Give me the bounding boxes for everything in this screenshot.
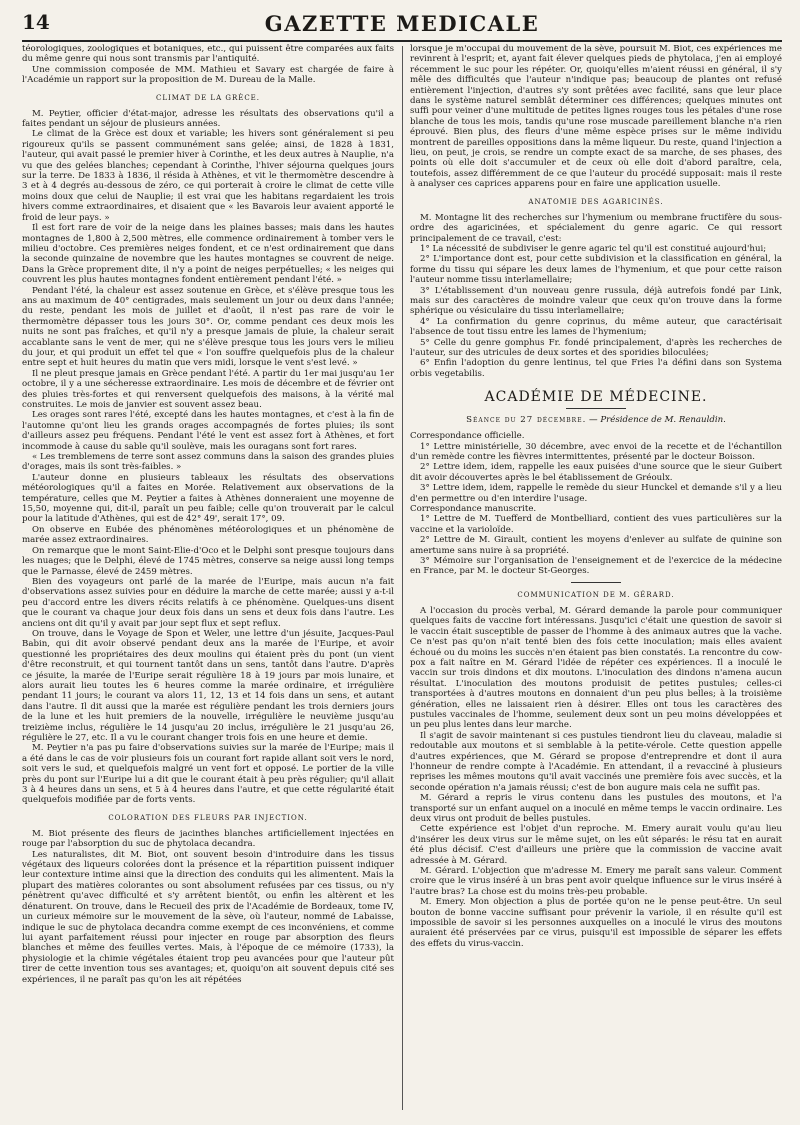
climat-paragraph: Bien des voyageurs ont parlé de la marée de l'Euripe, mais aucun n'a fait d'observations assez suivies pour en déduire la marche de cette marée; aussi y a-t-il peu d'accord entre les divers récits relatifs à ce phénomène. Quelques-uns disent que le courant va chaque jour deux fois dans un sens et deux fois dans l'autre. Les anciens ont dit qu'il y avait par jour sept flux et sept reflux. (22, 576, 394, 629)
communication-paragraph: M. Gérard a repris le virus contenu dans les pustules des moutons, et l'a transporté sur un enfant auquel on a inoculé en même temps le vaccin ordinaire. Les deux virus ont produit de belles pustules. (410, 793, 782, 824)
session-line (410, 415, 782, 425)
manuscrite-item: 1° Lettre de M. Tuefferd de Montbelliard, contient des vues particulières sur la vaccine et la varioloïde. (410, 514, 782, 535)
communication-paragraph: A l'occasion du procès verbal, M. Gérard demande la parole pour communiquer quelques faits de vaccine fort intéressans. Jusqu'ici c'était une question de savoir si le vaccin était susceptible de passer de l'homme à des animaux autres que la vache. Ce n'est pas qu'on n'ait tenté bien des fois cette inoculation; mais elles avaient échoué ou du moins les succès n'en étaient pas bien constatés. La rencontre du cow-pox a fait naître en M. Gérard l'idée de répéter ces expériences. Il a inoculé le vaccin sur trois dindons et dix moutons. L'inoculation des dindons n'amena aucun résultat. L'inoculation des moutons produisit de petites pustules; celles-ci transportées à d'autres moutons en donnaient d'un peu plus belles; à la troisième génération, elles ne laissaient rien à désirer. Elles ont tous les caractères des pustules vaccinales de l'homme, seulement deux sont un peu moins développées et un peu plus lentes dans leur marche. (410, 605, 782, 731)
anatomie-item: 6° Enfin l'adoption du genre lentinus, tel que Fries l'a défini dans son Systema orbis vegetabilis. (410, 358, 782, 379)
communication-paragraph: Cette expérience est l'objet d'un reproche. M. Emery aurait voulu qu'au lieu d'insérer les deux virus sur le même sujet, on les eût séparés: le résu tat en aurait été plus décisif. C'est d'ailleurs une prière que la commission de vaccine avait adressée à M. Gérard. (410, 824, 782, 866)
climat-paragraph: L'auteur donne en plusieurs tableaux les résultats des observations météorologiques qu'il a faites en Morée. Relativement aux observations de la température, celles que M. Peytier a faites à Athènes donneraient une moyenne de 15,50, moyenne qui, dit-il, paraît un peu faible; celle qu'on trouverait par le calcul pour la latitude d'Athènes, qui est de 42° 49', serait 17°, 09. (22, 472, 394, 525)
climat-paragraph: Il est fort rare de voir de la neige dans les plaines basses; mais dans les hautes montagnes de 1,800 à 2,500 mètres, elle commence ordinairement à tomber vers le milieu d'octobre. Ces premières neiges fondent, et ce n'est ordinairement que dans la seconde quinzaine de novembre que les hautes montagnes se couvrent de neige. Dans la Grèce proprement dite, il n'y a point de neiges perpétuelles; « les neiges qui couvrent les plus hautes montagnes fondent entièrement pendant l'été. » (22, 223, 394, 286)
climat-paragraph: « Les tremblemens de terre sont assez communs dans la saison des grandes pluies d'orages, mais ils sont très-faibles. » (22, 452, 394, 473)
manuscrite-item: 3° Mémoire sur l'organisation de l'enseignement et de l'exercice de la médecine en France, par M. le docteur St-Georges. (410, 556, 782, 577)
academie-heading: ACADÉMIE DE MÉDECINE. (484, 389, 708, 406)
communication-paragraph: Il s'agit de savoir maintenant si ces pustules tiendront lieu du claveau, maladie si redoutable aux moutons et si semblable à la petite-vérole. Cette question appelle d'autres expériences, que M. Gérard se propose d'entreprendre et dont il aura l'honneur de rendre compte à l'Académie. En attendant, il a revacciné à plusieurs reprises les mêmes moutons qu'il avait vaccinés une première fois avec succès, et la seconde opération n'a jamais réussi; c'est de bon augure mais cela ne suffit pas. (410, 730, 782, 793)
correspondance-manuscrite-label: Correspondance manuscrite. (410, 504, 537, 515)
session-president: — Présidence de M. Renauldin. (589, 415, 726, 426)
officielle-item: 3° Lettre idem, idem, rappelle le remède du sieur Hunckel et demande s'il y a lieu d'en permettre ou d'en interdire l'usage. (410, 483, 782, 504)
communication-paragraph: M. Emery. Mon objection a plus de portée qu'on ne le pense peut-être. Un seul bouton de bonne vaccine suffisant pour prévenir la variole, il en résulte qu'il est impossible de savoir si les personnes auxquelles on a inoculé le virus des moutons auraient été préservées par ce virus, puisqu'il est impossible de séparer les effets des effets du virus-vaccin. (410, 897, 782, 949)
climat-paragraph: M. Peytier n'a pas pu faire d'observations suivies sur la marée de l'Euripe; mais il a été dans le cas de voir plusieurs fois un courant fort rapide allant soit vers le nord, soit vers le sud, et quelquefois malgré un vent fort et opposé. Le portier de la ville près du pont sur l'Euripe lui a dit que le courant était à peu près régulier; qu'il allait 3 à 4 heures dans un sens, et 5 à 4 heures dans l'autre, et que cette régularité était quelquefois modifiée par de forts vents. (22, 743, 394, 806)
climat-paragraph: On remarque que le mont Saint-Elie-d'Oco et le Delphi sont presque toujours dans les nuages; que le Delphi, élevé de 1745 mètres, conserve sa neige aussi long temps que le Parnasse, élevé de 2459 mètres. (22, 545, 394, 577)
right-column (410, 44, 782, 1114)
climat-paragraph: Le climat de la Grèce est doux et variable; les hivers sont généralement si peu rigoureux qu'ils se passent communément sans gelée; ainsi, de 1828 à 1831, l'auteur, qui avait passé le premier hiver à Corinthe, et les deux autres à Nauplie, n'a vu que des gelées blanches; cependant à Corinthe, l'hiver séjourna quelques jours sur la terre. De 1833 à 1836, il résida à Athènes, et vit le thermomètre descendre à 3 et à 4 degrés au-dessous de zéro, ce qui porterait à croire le climat de cette ville moins doux que celui de Nauplie; il est vrai que les habitans regardaient les trois hivers comme extraordinaires, et disaient que « les Bavarois leur avaient apporté le froid de leur pays. » (22, 129, 394, 223)
climat-paragraph: On observe en Eubée des phénomènes météorologiques et un phénomène de marée assez extraordinaires. (22, 524, 394, 546)
anatomie-item: 4° La confirmation du genre coprinus, du même auteur, que caractérisait l'absence de tout tissu entre les lames de l'hymenium; (410, 316, 782, 338)
column-divider (402, 46, 403, 1110)
article-columns (22, 44, 782, 1114)
climat-paragraph: Pendant l'été, la chaleur est assez soutenue en Grèce, et s'élève presque tous les ans au maximum de 40° centigrades, mais seulement un jour ou deux dans l'année; du reste, pendant les mois de juillet et d'août, il n'est pas rare de voir le thermomètre dépasser tous les jours 30°. Or, comme pendant ces deux mois les nuits ne sont pas fraîches, et qu'il n'y a presque jamais de pluie, la chaleur serait accablante sans le vent de mer, qui ne s'élève presque tous les jours vers le milieu du jour, et qui produit un effet tel que « l'on souffre quelquefois plus de la chaleur entre sept et huit heures du matin que vers midi, lorsque le vent s'est levé. » (22, 285, 394, 369)
section-heading-anatomie: ANATOMIE DES AGARICINÉS. (528, 197, 664, 206)
coloration-paragraph: M. Biot présente des fleurs de jacinthes blanches artificiellement injectées en rouge par l'absorption du suc de phytolaca decandra. (22, 828, 394, 850)
left-column (22, 44, 394, 1114)
intro-paragraph: Une commission composée de MM. Mathieu et Savary est chargée de faire à l'Académie un rapport sur la proposition de M. Dureau de la Malle. (22, 64, 394, 86)
page-number: 14 (22, 10, 50, 34)
section-heading-coloration: COLORATION DES FLEURS PAR INJECTION. (108, 813, 308, 822)
newspaper-page (22, 10, 782, 1115)
communication-paragraph: M. Gérard. L'objection que m'adresse M. Emery me paraît sans valeur. Comment croire que le virus inséré à un bras pent avoir quelque influence sur le virus inséré à l'autre bras? La chose est du moins très-peu probable. (410, 866, 782, 897)
officielle-item: 2° Lettre idem, idem, rappelle les eaux puisées d'une source que le sieur Guibert dit avoir découvertes après le bel établissement de Gréoulx. (410, 462, 782, 483)
anatomie-item: 5° Celle du genre gomphus Fr. fondé principalement, d'après les recherches de l'auteur, sur des utricules de deux sortes et des sporidies biloculées; (410, 337, 782, 358)
section-heading-climat: CLIMAT DE LA GRÈCE. (155, 93, 261, 102)
climat-paragraph: Les orages sont rares l'été, excepté dans les hautes montagnes, et c'est à la fin de l'automne qu'ont lieu les grands orages accompagnés de fortes pluies; ils sont d'ailleurs assez peu fréquens. Pendant l'été le vent est assez fort à Athènes, et fort incommode à cause du sable qu'il soulève, mais les ouragans sont fort rares. (22, 410, 394, 452)
continuation-paragraph: lorsque je m'occupai du mouvement de la sève, poursuit M. Biot, ces expériences me revinrent à l'esprit; et, ayant fait élever quelques pieds de phytolaca, j'en ai employé récemment le suc pour les répéter. Or, quoiqu'elles m'aient réussi en général, il s'y mêle des difficultés que l'auteur n'indique pas; beaucoup de plantes ont refusé entièrement l'injection, d'autres s'y sont prêtées avec facilité, sans que leur place dans le système naturel semblât déterminer ces différences; quelques minutes ont suffi pour veiner d'une multitude de petites lignes rouges tous les pétales d'une rose blanche de tous les mois, tandis qu'une rose muscade pareillement blanche n'a rien éprouvé. Bien plus, des fleurs d'une même espèce prises sur le même individu montrent de pareilles oppositions dans la même liqueur. Du reste, quand l'injection a lieu, on peut, je crois, se rendre un compte exact de sa marche, de ses phases, des points où elle doit s'accumuler et de ceux où elle doit d'abord paraître, cela, toutefois, assez différemment de ce que l'auteur du procédé supposait: mais il reste à analyser ces caprices apparens pour en faire une application usuelle. (410, 44, 782, 190)
coloration-paragraph: Les naturalistes, dit M. Biot, ont souvent besoin d'introduire dans les tissus végétaux des liqueurs colorées dont la présence et la répartition puissent indiquer leur contexture intime ainsi que la direction des conduits qui les alimentent. Mais la plupart des matières colorantes ou sont absolument refusées par ces tissus, ou n'y pénètrent qu'avec difficulté et s'y arrêtent bientôt, ou enfin les altèrent et les dénaturent. On trouve, dans le Recueil des prix de l'Académie de Bordeaux, tome IV, un curieux mémoire sur le mouvement de la sève, où l'auteur, nommé de Labaisse, indique le suc de phytolaca decandra comme exempt de ces inconvéniens, et comme lui ayant parfaitement réussi pour injecter en rouge par absorption des fleurs blanches et même des feuilles vertes. Mais, à l'époque de ce mémoire (1733), la physiologie et la chimie végétales étaient trop peu avancées pour que l'auteur pût tirer de cette invention tous ses avantages; et, quoiqu'on ait souvent depuis cité ses expériences, il ne paraît pas qu'on les ait répétées (22, 849, 394, 985)
journal-title: GAZETTE MEDICALE (264, 11, 540, 36)
anatomie-item: 3° L'établissement d'un nouveau genre russula, déjà autrefois fondé par Link, mais sur des caractères de moindre valeur que ceux qu'on trouve dans la forme sphérique ou vésiculaire du tissu interlamellaire; (410, 285, 782, 317)
heading-rule (566, 408, 626, 409)
section-rule (571, 582, 621, 583)
anatomie-intro: M. Montagne lit des recherches sur l'hymenium ou membrane fructifère du sous-ordre des agaricinées, et spécialement du genre agaric. Ce qui ressort principalement de ce travail, c'est: (410, 212, 782, 244)
climat-paragraph: M. Peytier, officier d'état-major, adresse les résultats des observations qu'il a faites pendant un séjour de plusieurs années. (22, 108, 394, 130)
anatomie-item: 1° La nécessité de subdiviser le genre agaric tel qu'il est constitué aujourd'hui; (420, 243, 767, 254)
masthead (22, 10, 782, 42)
climat-paragraph: Il ne pleut presque jamais en Grèce pendant l'été. A partir du 1er mai jusqu'au 1er octobre, il y a une sécheresse extraordinaire. Les mois de décembre et de février ont des pluies très-fortes et qui renversent quelquefois des maisons, à la vérité mal construites. Le mois de janvier est souvent assez beau. (22, 368, 394, 410)
correspondance-officielle-label: Correspondance officielle. (410, 431, 525, 442)
intro-paragraph: téorologiques, zoologiques et botaniques, etc., qui puissent être comparées aux faits du même genre qui nous sont transmis par l'antiquité. (22, 44, 394, 65)
officielle-item: 1° Lettre ministérielle, 30 décembre, avec envoi de la recette et de l'échantillon d'un remède contre les fièvres intermittentes, présenté par le docteur Boisson. (410, 441, 782, 462)
session-date: Séance du 27 décembre. (466, 415, 587, 426)
manuscrite-item: 2° Lettre de M. Girault, contient les moyens d'enlever au sulfate de quinine son amertume sans nuire à sa propriété. (410, 535, 782, 556)
climat-paragraph: On trouve, dans le Voyage de Spon et Weler, une lettre d'un jésuite, Jacques-Paul Babin, qui dit avoir observé pendant deux ans la marée de l'Euripe, et avoir questionné les propriétaires des deux moulins qui étaient près du pont (un vient d'être reconstruit, et qui tournent tantôt dans un sens, tantôt dans l'autre. D'après ce jésuite, la marée de l'Euripe serait régulière 18 à 19 jours par mois lunaire, et alors aurait lieu toutes les 6 heures comme la marée ordinaire, et irrégulière pendant 11 jours; le courant va alors 11, 12, 13 et 14 fois dans un sens, et autant dans l'autre. Il dit aussi que la marée est régulière pendant les trois derniers jours de la lune et les huit premiers de la nouvelle, irrégulière le neuvième jusqu'au treizième inclus, régulière le 14 jusqu'au 20 inclus, irrégulière le 21 jusqu'au 26, régulière le 27, etc. Il a vu le courant changer trois fois en une heure et demie. (22, 628, 394, 743)
section-heading-communication: COMMUNICATION DE M. GÉRARD. (517, 590, 675, 599)
anatomie-item: 2° L'importance dont est, pour cette subdivision et la classification en général, la forme du tissu qui sépare les deux lames de l'hymenium, et que pour cette raison l'auteur nomme tissu interlamellaire; (410, 254, 782, 286)
